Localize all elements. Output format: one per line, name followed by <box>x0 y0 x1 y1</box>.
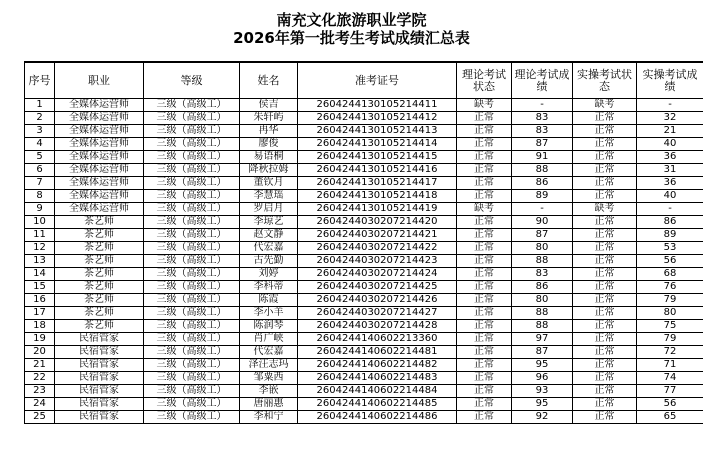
cell-theory-score: 88 <box>512 307 573 320</box>
cell-theory-status: 正常 <box>457 229 512 242</box>
cell-level: 三级（高级工） <box>144 333 240 346</box>
cell-level: 三级（高级工） <box>144 398 240 411</box>
cell-practical-status: 正常 <box>573 125 637 138</box>
cell-exam-id: 2604244130105214415 <box>298 151 457 164</box>
cell-occupation: 全媒体运营师 <box>55 190 144 203</box>
cell-practical-score: 89 <box>637 229 703 242</box>
table-row <box>25 411 703 424</box>
cell-theory-score: 83 <box>512 268 573 281</box>
cell-theory-status: 正常 <box>457 346 512 359</box>
cell-exam-id: 2604244030207214425 <box>298 281 457 294</box>
cell-index: 4 <box>25 138 55 151</box>
cell-occupation: 茶艺师 <box>55 294 144 307</box>
cell-theory-status: 正常 <box>457 216 512 229</box>
cell-occupation: 茶艺师 <box>55 281 144 294</box>
cell-practical-score: 31 <box>637 164 703 177</box>
cell-theory-score: 92 <box>512 411 573 424</box>
cell-practical-score: 74 <box>637 372 703 385</box>
cell-index: 20 <box>25 346 55 359</box>
table-row <box>25 190 703 203</box>
cell-level: 三级（高级工） <box>144 99 240 112</box>
cell-level: 三级（高级工） <box>144 281 240 294</box>
document-title: 南充文化旅游职业学院 <box>276 11 427 29</box>
cell-exam-id: 2604244140602214484 <box>298 385 457 398</box>
cell-practical-score: 56 <box>637 398 703 411</box>
cell-exam-id: 260424413010521441​1 <box>298 99 457 112</box>
table-row <box>25 359 703 372</box>
cell-index: 10 <box>25 216 55 229</box>
cell-name: 罗启月 <box>240 203 298 216</box>
cell-practical-status: 正常 <box>573 359 637 372</box>
cell-name: 李和宁 <box>240 411 298 424</box>
cell-theory-score: 93 <box>512 385 573 398</box>
cell-theory-status: 正常 <box>457 333 512 346</box>
cell-occupation: 民宿管家 <box>55 333 144 346</box>
cell-occupation: 全媒体运营师 <box>55 125 144 138</box>
cell-practical-score: - <box>637 203 703 216</box>
cell-practical-status: 正常 <box>573 112 637 125</box>
cell-index: 6 <box>25 164 55 177</box>
cell-occupation: 全媒体运营师 <box>55 112 144 125</box>
cell-practical-score: 79 <box>637 294 703 307</box>
cell-index: 18 <box>25 320 55 333</box>
cell-theory-status: 正常 <box>457 359 512 372</box>
cell-exam-id: 2604244030207214422 <box>298 242 457 255</box>
cell-theory-status: 正常 <box>457 242 512 255</box>
cell-practical-status: 正常 <box>573 320 637 333</box>
cell-level: 三级（高级工） <box>144 294 240 307</box>
score-table <box>24 61 703 424</box>
cell-theory-status: 正常 <box>457 294 512 307</box>
cell-occupation: 民宿管家 <box>55 346 144 359</box>
cell-occupation: 民宿管家 <box>55 411 144 424</box>
cell-practical-status: 正常 <box>573 294 637 307</box>
cell-theory-status: 正常 <box>457 268 512 281</box>
cell-level: 三级（高级工） <box>144 229 240 242</box>
cell-occupation: 民宿管家 <box>55 359 144 372</box>
cell-practical-score: 75 <box>637 320 703 333</box>
cell-index: 16 <box>25 294 55 307</box>
cell-practical-status: 正常 <box>573 255 637 268</box>
cell-index: 8 <box>25 190 55 203</box>
cell-theory-score: 80 <box>512 294 573 307</box>
cell-theory-score: 87 <box>512 138 573 151</box>
cell-occupation: 茶艺师 <box>55 242 144 255</box>
table-row <box>25 138 703 151</box>
cell-level: 三级（高级工） <box>144 242 240 255</box>
cell-exam-id: 2604244130105214412 <box>298 112 457 125</box>
cell-exam-id: 2604244140602214485 <box>298 398 457 411</box>
table-row <box>25 229 703 242</box>
cell-practical-status: 正常 <box>573 216 637 229</box>
cell-level: 三级（高级工） <box>144 255 240 268</box>
cell-name: 李琼艺 <box>240 216 298 229</box>
cell-practical-status: 正常 <box>573 385 637 398</box>
cell-practical-status: 正常 <box>573 151 637 164</box>
cell-exam-id: 2604244030207214428 <box>298 320 457 333</box>
cell-occupation: 全媒体运营师 <box>55 151 144 164</box>
cell-practical-score: 65 <box>637 411 703 424</box>
cell-occupation: 民宿管家 <box>55 398 144 411</box>
cell-level: 三级（高级工） <box>144 125 240 138</box>
cell-name: 易语桐 <box>240 151 298 164</box>
cell-name: 降秋拉姆 <box>240 164 298 177</box>
cell-theory-status: 正常 <box>457 177 512 190</box>
table-row <box>25 203 703 216</box>
cell-theory-score: 83 <box>512 112 573 125</box>
cell-theory-status: 正常 <box>457 307 512 320</box>
cell-index: 17 <box>25 307 55 320</box>
cell-theory-score: 96 <box>512 372 573 385</box>
cell-level: 三级（高级工） <box>144 372 240 385</box>
cell-theory-status: 正常 <box>457 372 512 385</box>
cell-theory-status: 正常 <box>457 125 512 138</box>
cell-level: 三级（高级工） <box>144 112 240 125</box>
cell-theory-score: 80 <box>512 242 573 255</box>
cell-level: 三级（高级工） <box>144 346 240 359</box>
cell-occupation: 民宿管家 <box>55 372 144 385</box>
cell-index: 23 <box>25 385 55 398</box>
cell-theory-score: 89 <box>512 190 573 203</box>
cell-level: 三级（高级工） <box>144 216 240 229</box>
cell-level: 三级（高级工） <box>144 411 240 424</box>
cell-practical-status: 正常 <box>573 268 637 281</box>
cell-practical-score: 36 <box>637 177 703 190</box>
cell-occupation: 茶艺师 <box>55 268 144 281</box>
cell-level: 三级（高级工） <box>144 268 240 281</box>
cell-practical-score: 77 <box>637 385 703 398</box>
cell-practical-status: 正常 <box>573 411 637 424</box>
cell-level: 三级（高级工） <box>144 138 240 151</box>
cell-name: 侯吉 <box>240 99 298 112</box>
cell-exam-id: 2604244030207214421 <box>298 229 457 242</box>
table-row <box>25 385 703 398</box>
header-theory-score: 理论考试成绩 <box>512 62 573 99</box>
cell-name: 董钦月 <box>240 177 298 190</box>
cell-occupation: 全媒体运营师 <box>55 203 144 216</box>
cell-practical-score: 80 <box>637 307 703 320</box>
table-row <box>25 164 703 177</box>
cell-theory-status: 缺考 <box>457 203 512 216</box>
header-level: 等级 <box>144 62 240 99</box>
document-subtitle: 2026年第一批考生考试成绩汇总表 <box>233 29 470 47</box>
cell-practical-score: 72 <box>637 346 703 359</box>
table-row <box>25 294 703 307</box>
cell-index: 24 <box>25 398 55 411</box>
cell-exam-id: 2604244130105214416 <box>298 164 457 177</box>
cell-index: 2 <box>25 112 55 125</box>
cell-theory-status: 正常 <box>457 411 512 424</box>
cell-practical-score: 76 <box>637 281 703 294</box>
cell-theory-status: 正常 <box>457 112 512 125</box>
cell-occupation: 全媒体运营师 <box>55 177 144 190</box>
cell-index: 9 <box>25 203 55 216</box>
cell-theory-score: 95 <box>512 359 573 372</box>
cell-practical-score: 40 <box>637 138 703 151</box>
cell-index: 12 <box>25 242 55 255</box>
cell-occupation: 茶艺师 <box>55 307 144 320</box>
cell-exam-id: 2604244030207214427 <box>298 307 457 320</box>
cell-theory-status: 正常 <box>457 164 512 177</box>
cell-level: 三级（高级工） <box>144 203 240 216</box>
cell-name: 李小羊 <box>240 307 298 320</box>
cell-level: 三级（高级工） <box>144 385 240 398</box>
table-row <box>25 151 703 164</box>
header-occupation: 职业 <box>55 62 144 99</box>
cell-practical-status: 缺考 <box>573 203 637 216</box>
cell-exam-id: 2604244030207214424 <box>298 268 457 281</box>
cell-theory-score: 88 <box>512 320 573 333</box>
table-row <box>25 372 703 385</box>
cell-occupation: 茶艺师 <box>55 229 144 242</box>
table-row <box>25 216 703 229</box>
table-row <box>25 242 703 255</box>
cell-practical-status: 正常 <box>573 229 637 242</box>
cell-practical-status: 正常 <box>573 177 637 190</box>
cell-theory-score: 88 <box>512 255 573 268</box>
cell-index: 7 <box>25 177 55 190</box>
cell-index: 11 <box>25 229 55 242</box>
cell-occupation: 民宿管家 <box>55 385 144 398</box>
cell-index: 25 <box>25 411 55 424</box>
table-row <box>25 125 703 138</box>
table-row <box>25 112 703 125</box>
cell-name: 廖俊 <box>240 138 298 151</box>
header-practical-score: 实操考试成绩 <box>637 62 703 99</box>
cell-name: 朱轩屿 <box>240 112 298 125</box>
cell-exam-id: 2604244130105214413 <box>298 125 457 138</box>
cell-name: 李慧瑶 <box>240 190 298 203</box>
cell-exam-id: 2604244140602214482 <box>298 359 457 372</box>
table-row <box>25 177 703 190</box>
cell-theory-score: 87 <box>512 346 573 359</box>
cell-theory-status: 正常 <box>457 138 512 151</box>
cell-practical-status: 正常 <box>573 372 637 385</box>
table-row <box>25 281 703 294</box>
header-name: 姓名 <box>240 62 298 99</box>
table-row <box>25 333 703 346</box>
cell-practical-status: 正常 <box>573 164 637 177</box>
table-row <box>25 320 703 333</box>
table-row <box>25 99 703 112</box>
cell-occupation: 茶艺师 <box>55 216 144 229</box>
cell-level: 三级（高级工） <box>144 164 240 177</box>
cell-practical-score: 21 <box>637 125 703 138</box>
cell-name: 代宏嘉 <box>240 346 298 359</box>
cell-theory-status: 正常 <box>457 255 512 268</box>
cell-practical-score: 36 <box>637 151 703 164</box>
cell-name: 代宏嘉 <box>240 242 298 255</box>
cell-theory-status: 正常 <box>457 151 512 164</box>
cell-level: 三级（高级工） <box>144 177 240 190</box>
cell-practical-score: 79 <box>637 333 703 346</box>
cell-occupation: 茶艺师 <box>55 255 144 268</box>
cell-name: 冉华 <box>240 125 298 138</box>
cell-index: 13 <box>25 255 55 268</box>
cell-exam-id: 2604244130105214418 <box>298 190 457 203</box>
header-theory-status: 理论考试状态 <box>457 62 512 99</box>
cell-exam-id: 2604244140602214483 <box>298 372 457 385</box>
cell-theory-status: 正常 <box>457 190 512 203</box>
cell-theory-score: 90 <box>512 216 573 229</box>
cell-exam-id: 2604244140602214486 <box>298 411 457 424</box>
cell-theory-status: 正常 <box>457 385 512 398</box>
cell-exam-id: 2604244030207214423 <box>298 255 457 268</box>
cell-exam-id: 2604244030207214420 <box>298 216 457 229</box>
cell-practical-score: 53 <box>637 242 703 255</box>
cell-theory-status: 正常 <box>457 320 512 333</box>
cell-name: 肖广峡 <box>240 333 298 346</box>
cell-theory-score: 95 <box>512 398 573 411</box>
cell-theory-status: 正常 <box>457 281 512 294</box>
cell-level: 三级（高级工） <box>144 320 240 333</box>
cell-practical-score: - <box>637 99 703 112</box>
cell-exam-id: 2604244140602213360 <box>298 333 457 346</box>
cell-practical-status: 正常 <box>573 190 637 203</box>
cell-name: 李科蒂 <box>240 281 298 294</box>
cell-name: 刘婷 <box>240 268 298 281</box>
cell-index: 5 <box>25 151 55 164</box>
table-row <box>25 255 703 268</box>
cell-occupation: 茶艺师 <box>55 320 144 333</box>
cell-practical-score: 32 <box>637 112 703 125</box>
cell-theory-status: 正常 <box>457 398 512 411</box>
cell-theory-score: 86 <box>512 281 573 294</box>
cell-index: 22 <box>25 372 55 385</box>
cell-practical-status: 正常 <box>573 333 637 346</box>
cell-name: 李嵌 <box>240 385 298 398</box>
cell-level: 三级（高级工） <box>144 307 240 320</box>
header-index: 序号 <box>25 62 55 99</box>
cell-theory-score: 88 <box>512 164 573 177</box>
table-row <box>25 346 703 359</box>
cell-practical-score: 68 <box>637 268 703 281</box>
cell-theory-score: 91 <box>512 151 573 164</box>
cell-practical-score: 71 <box>637 359 703 372</box>
cell-exam-id: 2604244130105214414 <box>298 138 457 151</box>
cell-theory-score: - <box>512 203 573 216</box>
cell-theory-score: - <box>512 99 573 112</box>
cell-index: 3 <box>25 125 55 138</box>
cell-name: 泽汪志玛 <box>240 359 298 372</box>
cell-practical-status: 正常 <box>573 398 637 411</box>
cell-practical-score: 40 <box>637 190 703 203</box>
cell-theory-score: 97 <box>512 333 573 346</box>
cell-name: 陈润琴 <box>240 320 298 333</box>
cell-practical-status: 正常 <box>573 307 637 320</box>
cell-practical-score: 56 <box>637 255 703 268</box>
cell-level: 三级（高级工） <box>144 190 240 203</box>
cell-practical-status: 正常 <box>573 281 637 294</box>
cell-index: 15 <box>25 281 55 294</box>
cell-theory-score: 87 <box>512 229 573 242</box>
cell-exam-id: 2604244030207214426 <box>298 294 457 307</box>
cell-name: 陈霞 <box>240 294 298 307</box>
cell-name: 古先勤 <box>240 255 298 268</box>
cell-practical-status: 正常 <box>573 138 637 151</box>
cell-practical-status: 正常 <box>573 346 637 359</box>
cell-practical-status: 缺考 <box>573 99 637 112</box>
cell-theory-status: 缺考 <box>457 99 512 112</box>
cell-occupation: 全媒体运营师 <box>55 99 144 112</box>
header-practical-status: 实操考试状态 <box>573 62 637 99</box>
cell-name: 唐丽惠 <box>240 398 298 411</box>
table-row <box>25 268 703 281</box>
cell-name: 赵文静 <box>240 229 298 242</box>
cell-practical-score: 86 <box>637 216 703 229</box>
header-exam-id: 准考证号 <box>298 62 457 99</box>
cell-practical-status: 正常 <box>573 242 637 255</box>
cell-index: 1 <box>25 99 55 112</box>
cell-level: 三级（高级工） <box>144 151 240 164</box>
cell-exam-id: 2604244130105214419 <box>298 203 457 216</box>
cell-name: 邹粟西 <box>240 372 298 385</box>
cell-index: 14 <box>25 268 55 281</box>
cell-theory-score: 86 <box>512 177 573 190</box>
cell-theory-score: 83 <box>512 125 573 138</box>
cell-occupation: 全媒体运营师 <box>55 164 144 177</box>
table-row <box>25 307 703 320</box>
cell-exam-id: 2604244130105214417 <box>298 177 457 190</box>
table-row <box>25 398 703 411</box>
cell-occupation: 全媒体运营师 <box>55 138 144 151</box>
cell-level: 三级（高级工） <box>144 359 240 372</box>
cell-index: 21 <box>25 359 55 372</box>
cell-index: 19 <box>25 333 55 346</box>
table-header-row <box>25 62 703 99</box>
cell-exam-id: 2604244140602214481 <box>298 346 457 359</box>
